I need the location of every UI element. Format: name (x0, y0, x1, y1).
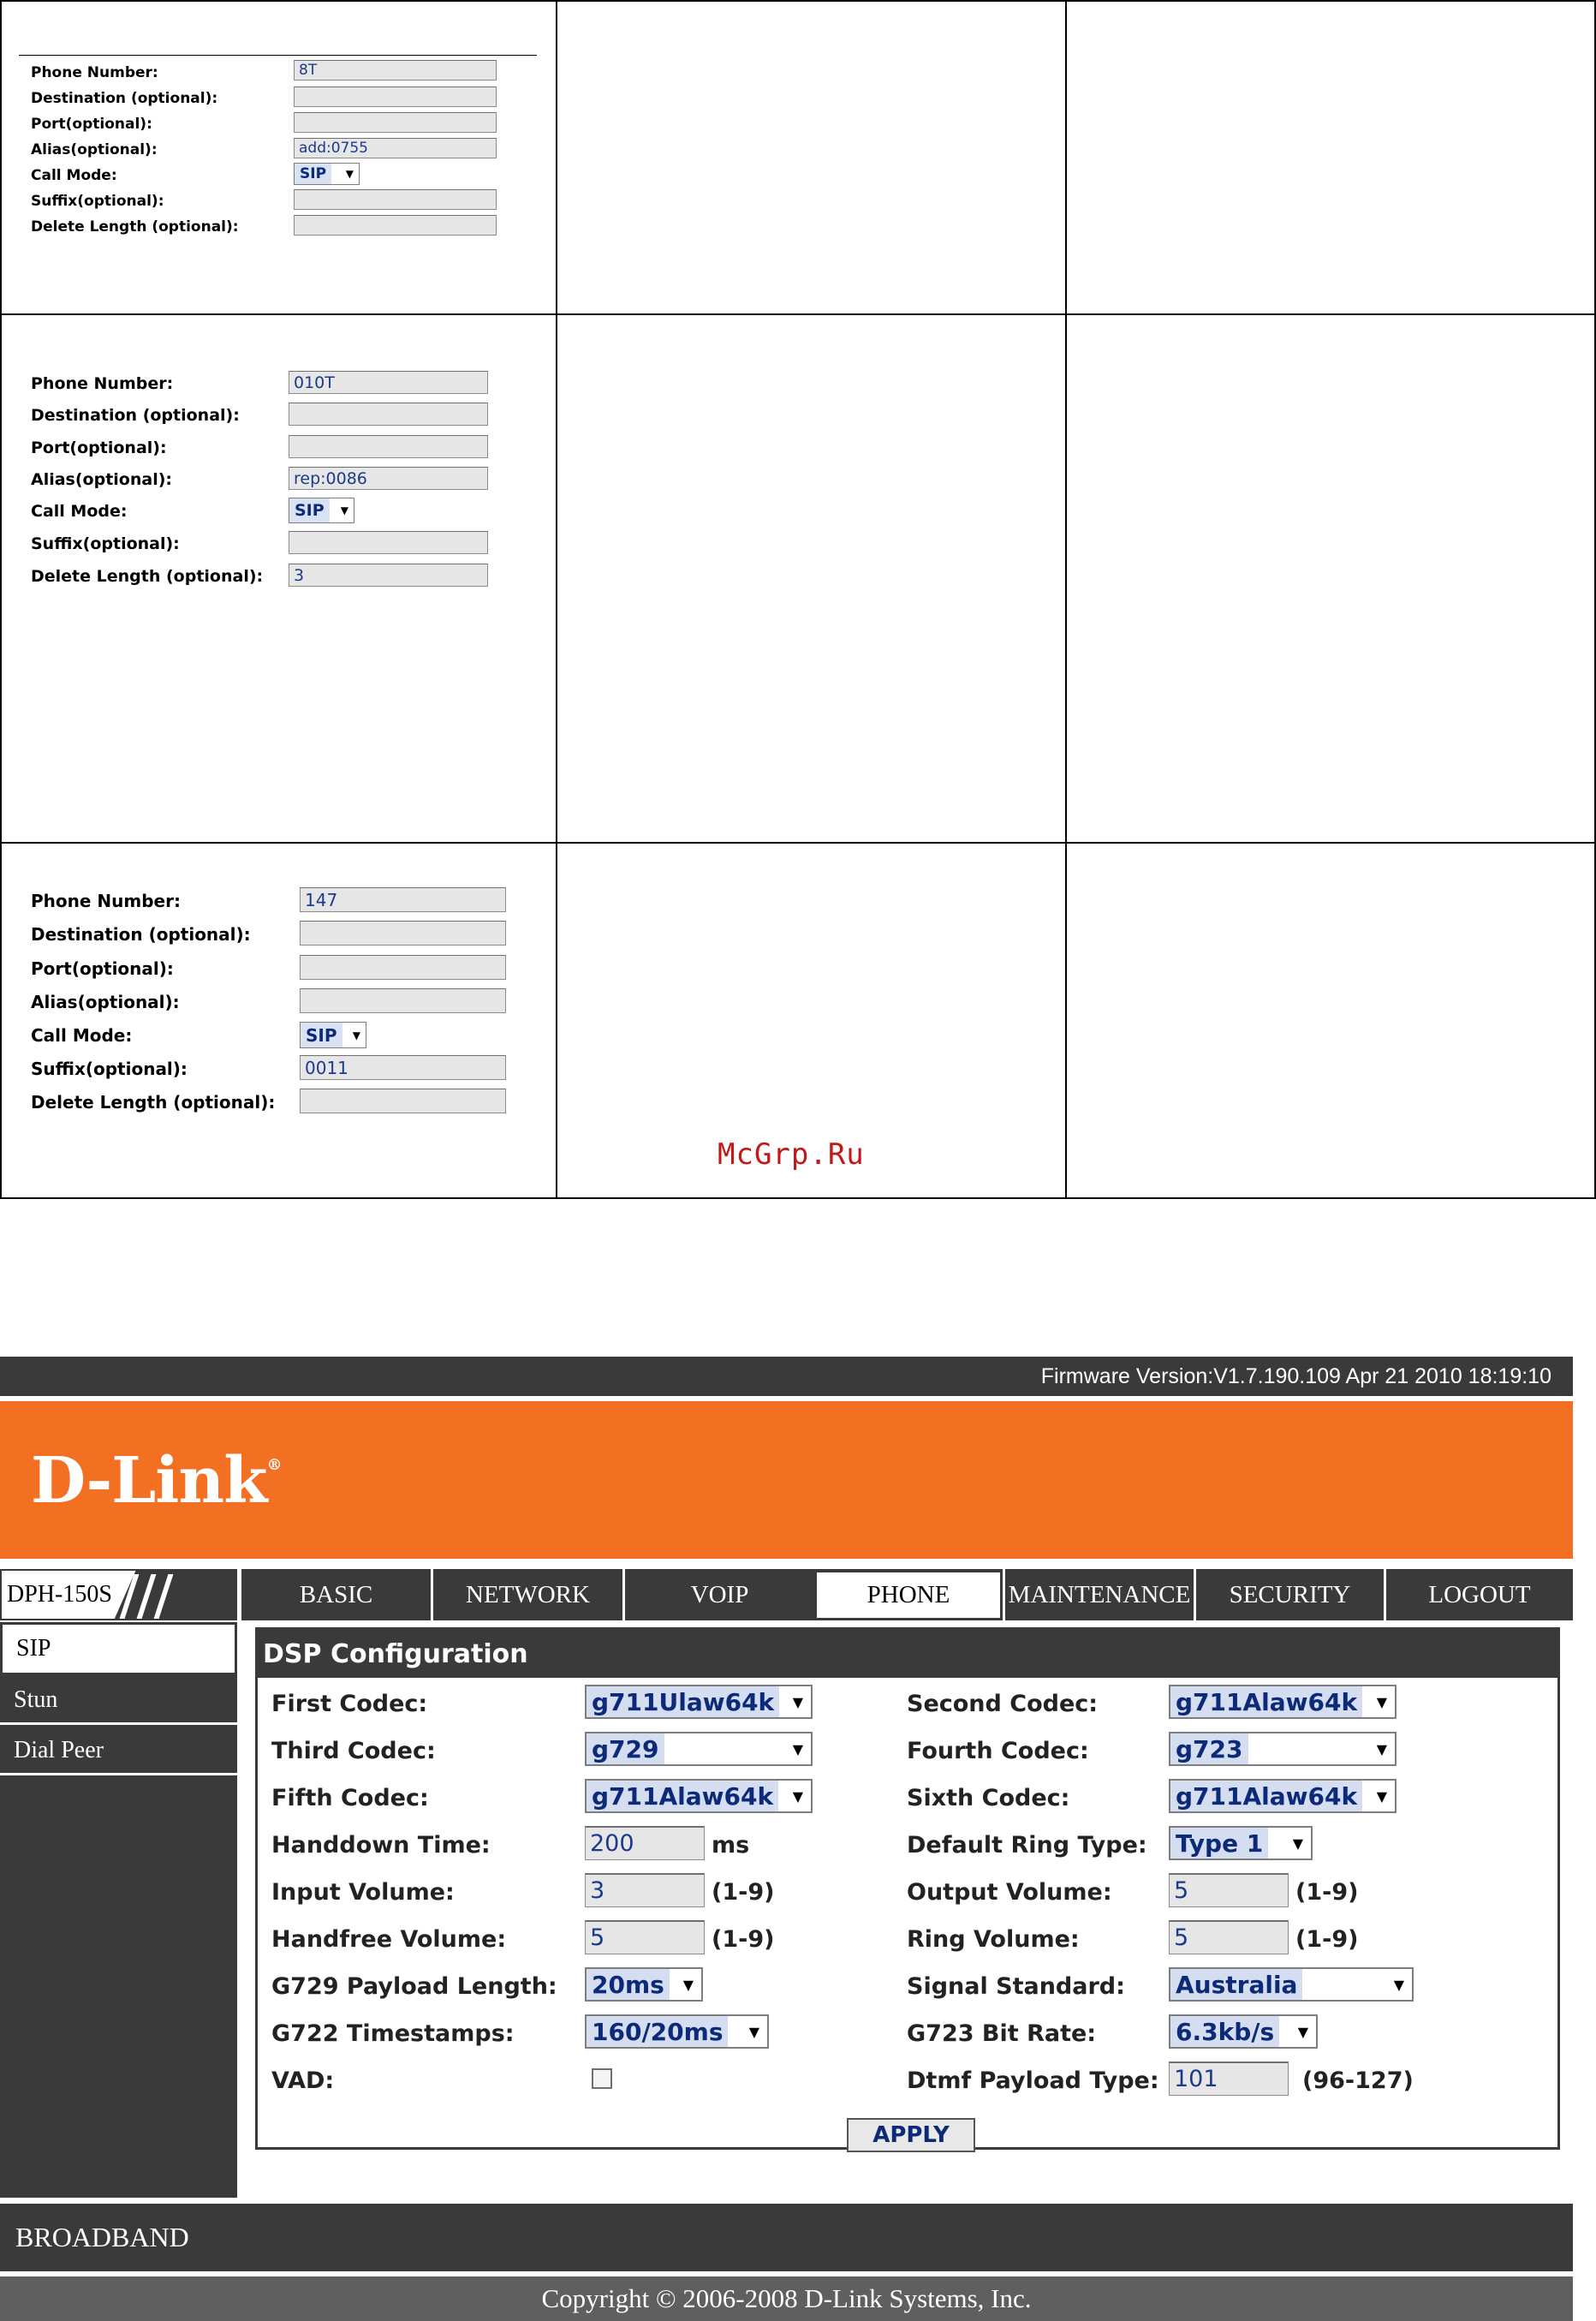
g723-bit-rate-label: G723 Bit Rate: (907, 2020, 1097, 2047)
call-mode-select[interactable] (300, 1022, 366, 1048)
suffix-input[interactable]: 0011 (300, 1055, 506, 1080)
input-volume-input[interactable]: 3 (585, 1873, 705, 1907)
g729-payload-length-select[interactable]: 20ms ▼ (585, 1967, 703, 2002)
dtmf-payload-type-input[interactable]: 101 (1169, 2061, 1289, 2096)
alias-label: Alias(optional): (31, 470, 172, 489)
alias-input[interactable]: add:0755 (294, 138, 497, 158)
alias-label: Alias(optional): (31, 141, 158, 158)
phone-number-label: Phone Number: (31, 64, 158, 81)
table-cell-r3c1 (0, 842, 557, 1199)
chevron-down-icon: ▼ (1297, 2023, 1308, 2040)
handfree-volume-label: Handfree Volume: (271, 1926, 507, 1953)
g722-timestamps-label: G722 Timestamps: (271, 2020, 515, 2047)
call-mode-value: SIP (289, 498, 330, 522)
table-cell-r1c2 (556, 0, 1067, 315)
tab-phone[interactable]: PHONE (814, 1569, 1003, 1620)
ring-volume-label: Ring Volume: (907, 1926, 1080, 1953)
input-volume-unit: (1-9) (712, 1879, 775, 1906)
g729-payload-length-label: G729 Payload Length: (271, 1973, 557, 2000)
table-cell-r3c3 (1065, 842, 1596, 1199)
suffix-input[interactable] (294, 189, 497, 210)
destination-label: Destination (optional): (31, 924, 251, 945)
sixth-codec-select[interactable]: g711Alaw64k ▼ (1169, 1779, 1396, 1813)
tab-voip[interactable]: VOIP (622, 1569, 814, 1620)
chevron-down-icon: ▼ (1376, 1693, 1387, 1710)
firmware-bar (0, 1357, 1573, 1396)
broadband-footer: BROADBAND (0, 2204, 1573, 2271)
fifth-codec-select[interactable]: g711Alaw64k ▼ (585, 1779, 813, 1813)
brand-header (0, 1401, 1573, 1559)
handdown-time-input[interactable]: 200 (585, 1826, 705, 1860)
default-ring-type-select[interactable]: Type 1 ▼ (1169, 1826, 1313, 1860)
table-cell-r2c3 (1065, 313, 1596, 844)
delete-length-label: Delete Length (optional): (31, 567, 264, 586)
chevron-down-icon: ▼ (340, 504, 348, 516)
handdown-time-label: Handdown Time: (271, 1832, 491, 1859)
chevron-down-icon: ▼ (1393, 1976, 1404, 1993)
port-label: Port(optional): (31, 116, 152, 133)
delete-length-input[interactable]: 3 (289, 564, 488, 587)
table-cell-r1c3 (1065, 0, 1596, 315)
sidebar-item-dial-peer[interactable]: Dial Peer (0, 1727, 237, 1775)
third-codec-label: Third Codec: (271, 1738, 436, 1764)
sidebar-item-stun[interactable]: Stun (0, 1677, 237, 1725)
chevron-down-icon: ▼ (792, 1740, 803, 1757)
alias-input[interactable] (300, 988, 506, 1013)
phone-number-input[interactable]: 147 (300, 887, 506, 912)
delete-length-input[interactable] (294, 215, 497, 236)
registered-mark: ® (266, 1456, 282, 1474)
decorative-slashes-icon (113, 1571, 237, 1620)
chevron-down-icon: ▼ (748, 2023, 759, 2040)
call-mode-value: SIP (295, 164, 331, 184)
suffix-label: Suffix(optional): (31, 193, 164, 210)
table-cell-r2c1 (0, 313, 557, 844)
alias-input[interactable]: rep:0086 (289, 467, 488, 490)
destination-label: Destination (optional): (31, 90, 218, 107)
vad-checkbox[interactable] (592, 2068, 612, 2089)
fourth-codec-label: Fourth Codec: (907, 1738, 1089, 1764)
model-label (0, 1569, 237, 1620)
destination-input[interactable] (289, 403, 488, 426)
handfree-volume-input[interactable]: 5 (585, 1920, 705, 1954)
call-mode-select[interactable] (289, 498, 354, 523)
firmware-version: Firmware Version:V1.7.190.109 Apr 21 2010 18:19:10 (1040, 1363, 1551, 1388)
copyright-text: Copyright © 2006-2008 D-Link Systems, Inc. (0, 2276, 1573, 2321)
fifth-codec-label: Fifth Codec: (271, 1785, 429, 1811)
output-volume-unit: (1-9) (1295, 1879, 1359, 1906)
divider (19, 55, 537, 56)
signal-standard-select[interactable]: Australia ▼ (1169, 1967, 1414, 2002)
dlink-logo: D-Link® (31, 1444, 282, 1518)
destination-label: Destination (optional): (31, 406, 240, 425)
sidebar (0, 1622, 237, 2198)
call-mode-value: SIP (301, 1023, 342, 1047)
call-mode-label: Call Mode: (31, 1025, 133, 1046)
ring-volume-unit: (1-9) (1295, 1926, 1359, 1953)
tab-network[interactable]: NETWORK (431, 1569, 622, 1620)
chevron-down-icon: ▼ (1292, 1835, 1303, 1852)
suffix-input[interactable] (289, 531, 488, 554)
port-label: Port(optional): (31, 439, 167, 457)
dtmf-payload-type-unit: (96-127) (1302, 2067, 1414, 2094)
second-codec-select[interactable]: g711Alaw64k ▼ (1169, 1685, 1396, 1719)
model-name: DPH-150S (7, 1581, 112, 1608)
phone-number-label: Phone Number: (31, 374, 174, 393)
third-codec-select[interactable]: g729 ▼ (585, 1732, 813, 1766)
call-mode-label: Call Mode: (31, 502, 128, 521)
destination-input[interactable] (294, 87, 497, 107)
phone-number-label: Phone Number: (31, 891, 181, 911)
dsp-configuration-panel (255, 1627, 1560, 2150)
g722-timestamps-select[interactable]: 160/20ms ▼ (585, 2014, 769, 2049)
chevron-down-icon: ▼ (1376, 1740, 1387, 1757)
delete-length-label: Delete Length (optional): (31, 1092, 276, 1113)
sixth-codec-label: Sixth Codec: (907, 1785, 1070, 1811)
tab-security[interactable]: SECURITY (1194, 1569, 1384, 1620)
ring-volume-input[interactable]: 5 (1169, 1920, 1289, 1954)
tab-logout[interactable]: LOGOUT (1384, 1569, 1573, 1620)
output-volume-label: Output Volume: (907, 1879, 1112, 1906)
port-input[interactable] (294, 112, 497, 133)
chevron-down-icon: ▼ (352, 1029, 360, 1041)
call-mode-select[interactable] (294, 163, 360, 185)
table-cell-r1c1 (0, 0, 557, 315)
fourth-codec-select[interactable]: g723 ▼ (1169, 1732, 1396, 1766)
input-volume-label: Input Volume: (271, 1879, 455, 1906)
table-cell-r2c2 (556, 313, 1067, 844)
second-codec-label: Second Codec: (907, 1691, 1099, 1717)
watermark-text: McGrp.Ru (718, 1137, 865, 1172)
vad-label: VAD: (271, 2067, 335, 2094)
tab-maintenance[interactable]: MAINTENANCE (1003, 1569, 1194, 1620)
delete-length-label: Delete Length (optional): (31, 218, 239, 236)
panel-title: DSP Configuration (258, 1630, 1557, 1678)
first-codec-label: First Codec: (271, 1691, 428, 1717)
chevron-down-icon: ▼ (792, 1787, 803, 1805)
sidebar-item-sip[interactable]: SIP (0, 1622, 237, 1675)
call-mode-label: Call Mode: (31, 167, 117, 184)
dtmf-payload-type-label: Dtmf Payload Type: (907, 2067, 1159, 2094)
signal-standard-label: Signal Standard: (907, 1973, 1125, 2000)
dlink-web-ui (0, 1357, 1573, 2321)
g723-bit-rate-select[interactable]: 6.3kb/s ▼ (1169, 2014, 1318, 2049)
suffix-label: Suffix(optional): (31, 534, 180, 553)
port-input[interactable] (289, 435, 488, 458)
handfree-volume-unit: (1-9) (712, 1926, 775, 1953)
destination-input[interactable] (300, 921, 506, 946)
output-volume-input[interactable]: 5 (1169, 1873, 1289, 1907)
top-nav (0, 1569, 1573, 1620)
port-input[interactable] (300, 955, 506, 980)
suffix-label: Suffix(optional): (31, 1059, 188, 1079)
alias-label: Alias(optional): (31, 992, 180, 1012)
chevron-down-icon: ▼ (682, 1976, 694, 1993)
port-label: Port(optional): (31, 958, 174, 979)
phone-number-input[interactable]: 010T (289, 371, 488, 394)
tab-basic[interactable]: BASIC (239, 1569, 431, 1620)
phone-number-input[interactable]: 8T (294, 60, 497, 81)
handdown-time-unit: ms (712, 1832, 750, 1859)
default-ring-type-label: Default Ring Type: (907, 1832, 1147, 1859)
apply-button[interactable]: APPLY (847, 2118, 975, 2152)
first-codec-select[interactable]: g711Ulaw64k ▼ (585, 1685, 813, 1719)
chevron-down-icon: ▼ (1376, 1787, 1387, 1805)
chevron-down-icon: ▼ (345, 168, 354, 180)
delete-length-input[interactable] (300, 1089, 506, 1113)
chevron-down-icon: ▼ (792, 1693, 803, 1710)
